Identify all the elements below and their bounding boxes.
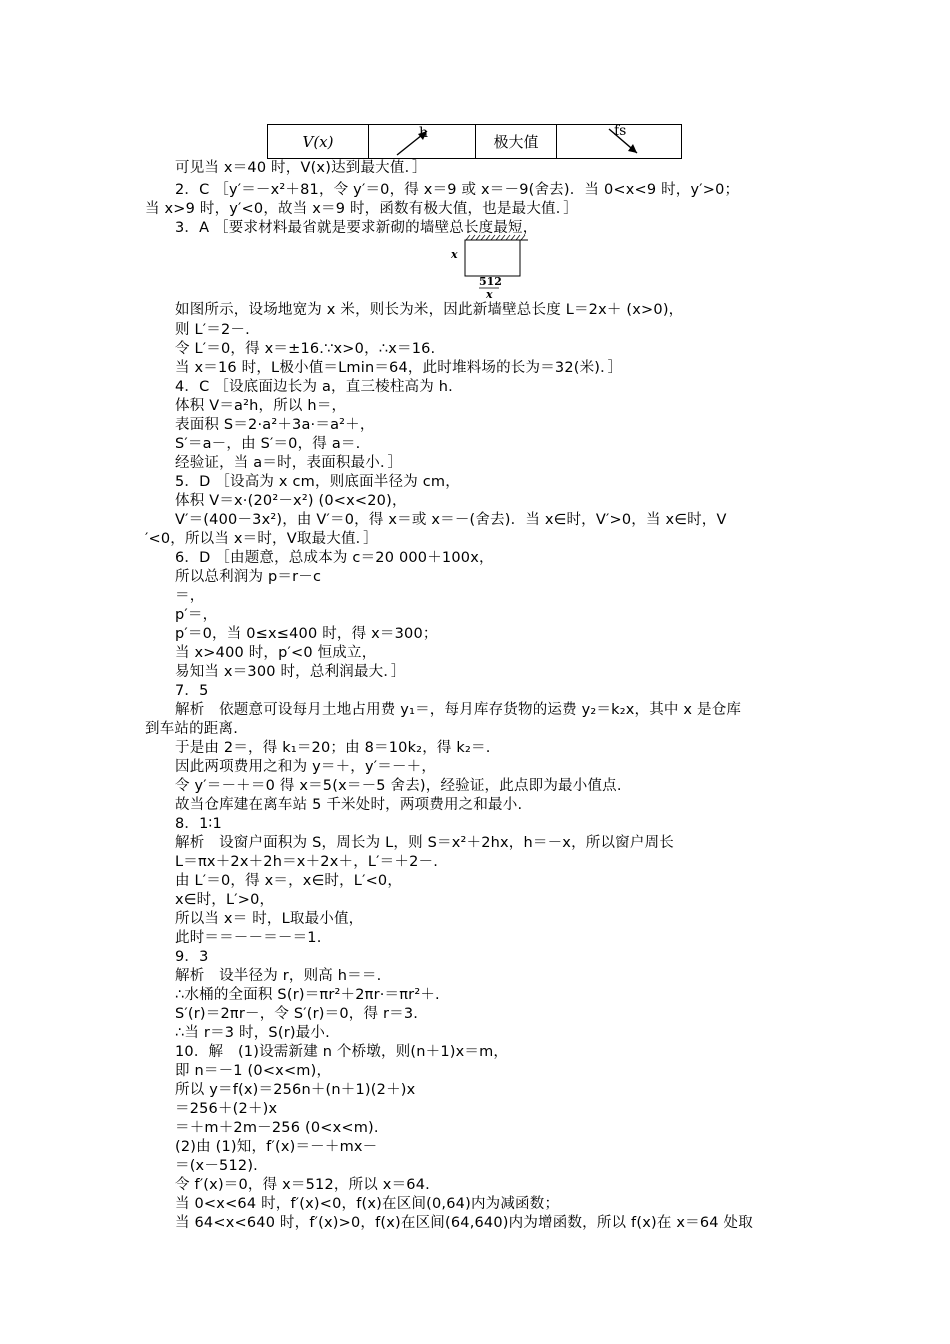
text-line: (2)由 (1)知，f′(x)＝－＋mx－ — [175, 1139, 378, 1155]
text-line: 由 L′＝0，得 x＝，x∈时，L′<0， — [175, 873, 403, 889]
text-line: S′(r)＝2πr－，令 S′(r)＝0，得 r＝3. — [175, 1006, 419, 1022]
text-line: 当 x＝16 时，L极小值＝Lmin＝64，此时堆料场的长为＝32(米)．］ — [175, 360, 623, 376]
text-line: 当 64<x<640 时，f′(x)>0，f(x)在区间(64,640)内为增函数，所以 f(x)在 x＝64 处取 — [175, 1215, 753, 1231]
text-line: 表面积 S＝2·a²＋3a·＝a²＋， — [175, 417, 375, 433]
text-line: 于是由 2＝，得 k₁＝20；由 8＝10k₂，得 k₂＝. — [175, 740, 491, 756]
text-line: 此时＝＝－－＝－＝1. — [175, 930, 322, 946]
text-line: 当 x>400 时，p′<0 恒成立， — [175, 645, 377, 661]
text-line: 体积 V＝a²h，所以 h＝， — [175, 398, 347, 414]
monotonicity-table — [267, 124, 682, 159]
text-line: 6．D ［由题意，总成本为 c＝20 000＋100x， — [175, 550, 494, 566]
text-line: 经验证，当 a＝时，表面积最小．］ — [175, 455, 403, 471]
text-line: 如图所示，设场地宽为 x 米，则长为米，因此新墙壁总长度 L＝2x＋ (x>0)， — [175, 302, 684, 318]
text-line: S′＝a－，由 S′＝0，得 a＝. — [175, 436, 361, 452]
text-line: 9．3 — [175, 949, 209, 965]
text-line: ＝＋m＋2m－256 (0<x<m). — [175, 1120, 379, 1136]
text-line: 令 L′＝0，得 x＝±16.∵x>0，∴x＝16. — [175, 341, 436, 357]
text-line: ＝(x－512). — [175, 1158, 258, 1174]
text-line: 即 n＝－1 (0<x<m)， — [175, 1063, 332, 1079]
text-line: 当 0<x<64 时，f′(x)<0，f(x)在区间(0,64)内为减函数； — [175, 1196, 560, 1212]
text-line: 5．D ［设高为 x cm，则底面半径为 cm， — [175, 474, 460, 490]
text-line: p′＝， — [175, 607, 218, 623]
text-line: 则 L′＝2－. — [175, 322, 250, 338]
text-line: x∈时，L′>0， — [175, 892, 275, 908]
text-line: 所以总利润为 p＝r－c — [175, 569, 322, 585]
text-line: 10．解 (1)设需新建 n 个桥墩，则(n＋1)x＝m， — [175, 1044, 509, 1060]
text-line: ∴水桶的全面积 S(r)＝πr²＋2πr·＝πr²＋. — [175, 987, 440, 1003]
table-cell-vx: V(x) — [268, 125, 369, 159]
text-line: 2．C ［y′＝－x²＋81，令 y′＝0，得 x＝9 或 x＝－9(舍去)．当 0<x<9 时，y′>0； — [175, 182, 740, 198]
text-line: 令 y′＝－＋＝0 得 x＝5(x＝－5 舍去)，经验证，此点即为最小值点. — [175, 778, 622, 794]
text-line: 解析 依题意可设每月土地占用费 y₁＝，每月库存货物的运费 y₂＝k₂x，其中 x 是仓库 — [175, 702, 742, 718]
text-line: p′＝0，当 0≤x≤400 时，得 x＝300； — [175, 626, 438, 642]
text-line: ∴当 r＝3 时，S(r)最小. — [175, 1025, 330, 1041]
text-line: 解析 设窗户面积为 S，周长为 L，则 S＝x²＋2hx，h＝－x，所以窗户周长 — [175, 835, 674, 851]
text-line: 当 x>9 时，y′<0，故当 x＝9 时，函数有极大值，也是最大值．］ — [145, 201, 578, 217]
text-line: 故当仓库建在离车站 5 千米处时，两项费用之和最小. — [175, 797, 523, 813]
text-line: 所以当 x＝ 时，L取最小值， — [175, 911, 364, 927]
text-line: ＝256＋(2＋)x — [175, 1101, 278, 1117]
table-cell-arrow-down — [557, 125, 682, 159]
text-line: 到车站的距离. — [145, 721, 239, 737]
text-line: 令 f′(x)＝0，得 x＝512，所以 x＝64. — [175, 1177, 430, 1193]
text-line: ＝， — [175, 588, 205, 604]
text-line: 4．C ［设底面边长为 a，直三棱柱高为 h. — [175, 379, 453, 395]
table-cell-arrow-down-label: fs — [614, 123, 627, 139]
text-line: 解析 设半径为 r，则高 h＝＝. — [175, 968, 382, 984]
table-cell-arrow-up-label: h — [419, 125, 429, 141]
text-line: 3．A ［要求材料最省就是要求新砌的墙壁总长度最短， — [175, 220, 538, 236]
text-line: ′<0，所以当 x＝时，V取最大值．］ — [145, 531, 378, 547]
figure-bottom-denominator: x — [486, 288, 493, 301]
figure-side-label: x — [451, 248, 458, 261]
text-line: 7．5 — [175, 683, 209, 699]
text-line: 所以 y＝f(x)＝256n＋(n＋1)(2＋)x — [175, 1082, 416, 1098]
table-cell-arrow-up — [369, 125, 476, 159]
text-line: 8．1∶1 — [175, 816, 222, 832]
text-line: L＝πx＋2x＋2h＝x＋2x＋，L′＝＋2－. — [175, 854, 439, 870]
storage-yard-figure — [448, 232, 528, 302]
text-line: 可见当 x＝40 时，V(x)达到最大值．］ — [175, 160, 427, 176]
text-line: 易知当 x＝300 时，总利润最大．］ — [175, 664, 406, 680]
figure-bottom-numerator: 512 — [479, 275, 502, 288]
text-line: 因此两项费用之和为 y＝＋，y′＝－＋， — [175, 759, 437, 775]
text-line: V′＝(400－3x²)，由 V′＝0，得 x＝或 x＝－(舍去)．当 x∈时，V′>0，当 x∈时，V — [175, 512, 727, 528]
text-line: 体积 V＝x·(20²－x²) (0<x<20)， — [175, 493, 407, 509]
table-cell-max: 极大值 — [476, 125, 557, 159]
